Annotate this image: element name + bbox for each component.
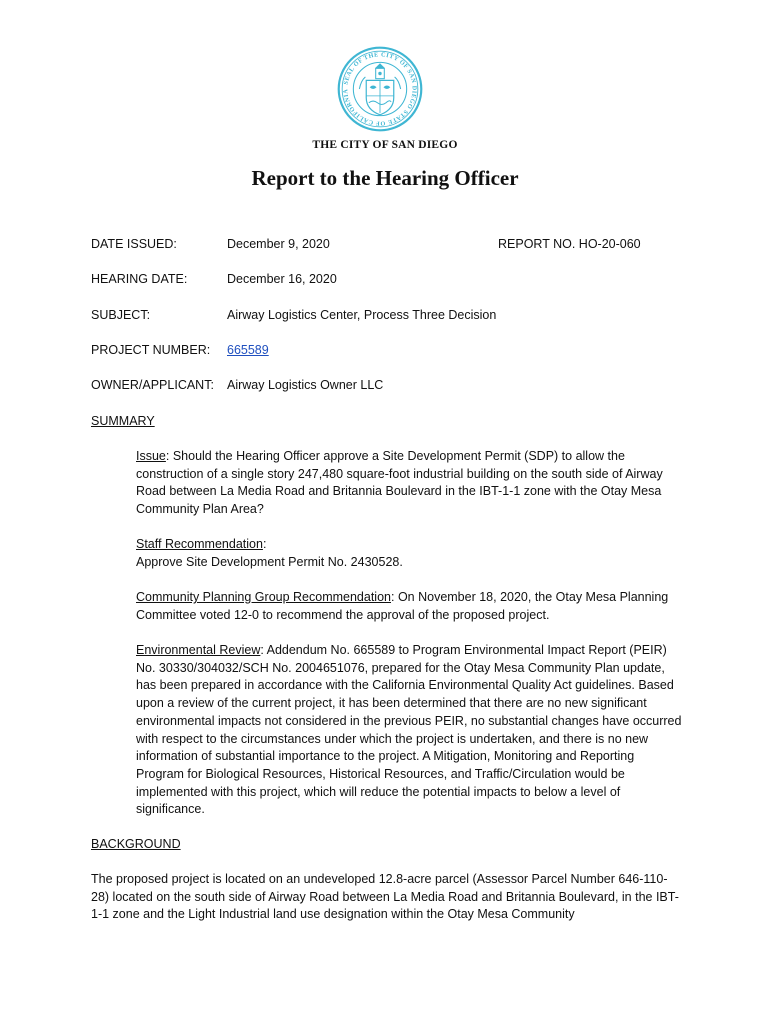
environmental-label: Environmental Review — [136, 643, 261, 657]
report-title: Report to the Hearing Officer — [251, 166, 519, 190]
cpg-text: : On November 18, 2020, the Otay Mesa Planning Committee voted 12-0 to recommend the approval of the proposed project. — [136, 590, 669, 622]
project-number-label: PROJECT NUMBER: — [91, 343, 211, 357]
issue-text: : Should the Hearing Officer approve a Site Development Permit (SDP) to allow the construction of a single story 247,480 square-foot industrial building on the south side of Airway Road between La Media Road and Britannia Boulevard in the IBT-1-1 zone with the Otay Mesa Community Plan Area? — [136, 449, 663, 517]
owner-label: OWNER/APPLICANT: — [91, 378, 214, 392]
city-name: THE CITY OF SAN DIEGO — [312, 139, 458, 151]
date-issued-label: DATE ISSUED: — [91, 237, 177, 251]
date-issued-value: December 9, 2020 — [227, 237, 330, 251]
environmental-paragraph — [136, 642, 684, 819]
report-number: REPORT NO. HO-20-060 — [498, 237, 641, 251]
staff-paragraph — [136, 536, 684, 571]
background-heading: BACKGROUND — [91, 837, 181, 851]
staff-text: Approve Site Development Permit No. 2430528. — [136, 554, 403, 569]
staff-label: Staff Recommendation — [136, 537, 263, 551]
environmental-text: : Addendum No. 665589 to Program Environmental Impact Report (PEIR) No. 30330/304032/SCH No. 2004651076, prepared for the Otay Mesa Community Plan update, has been prepared in accordance with the California Environmental Quality Act guidelines. Based upon a review of the current project, it has been determined that there are no new significant environmental impacts not considered in the previous PEIR, no substantial changes have occurred with respect to the circumstances under which the project is undertaken, and there is no new information of substantial importance to the project. A Mitigation, Monitoring and Reporting Program for Biological Resources, Historical Resources, and Traffic/Circulation would be implemented with this project, which will reduce the potential impacts to below a level of significance. — [136, 643, 682, 817]
issue-label: Issue — [136, 449, 166, 463]
owner-value: Airway Logistics Owner LLC — [227, 378, 384, 392]
svg-text:SEAL OF THE CITY OF SAN DIEGO: SEAL OF THE CITY OF SAN DIEGO STATE OF CALIFORNIA — [342, 51, 418, 127]
cpg-label: Community Planning Group Recommendation — [136, 590, 391, 604]
staff-colon: : — [262, 537, 267, 551]
subject-value: Airway Logistics Center, Process Three Decision — [227, 308, 497, 322]
hearing-date-value: December 16, 2020 — [227, 272, 337, 286]
issue-paragraph — [136, 448, 684, 519]
project-number-link[interactable]: 665589 — [227, 343, 269, 357]
city-seal-logo — [337, 46, 423, 132]
background-paragraph: The proposed project is located on an undeveloped 12.8-acre parcel (Assessor Parcel Number 646-110-28) located on the south side of Airway Road between La Media Road and Britannia Boulevard, in the IBT-1-1 zone and the Light Industrial land use designation within the Otay Mesa Community — [91, 872, 679, 922]
cpg-paragraph — [136, 589, 684, 624]
subject-label: SUBJECT: — [91, 308, 151, 322]
hearing-date-label: HEARING DATE: — [91, 272, 188, 286]
summary-heading: SUMMARY — [91, 414, 155, 428]
